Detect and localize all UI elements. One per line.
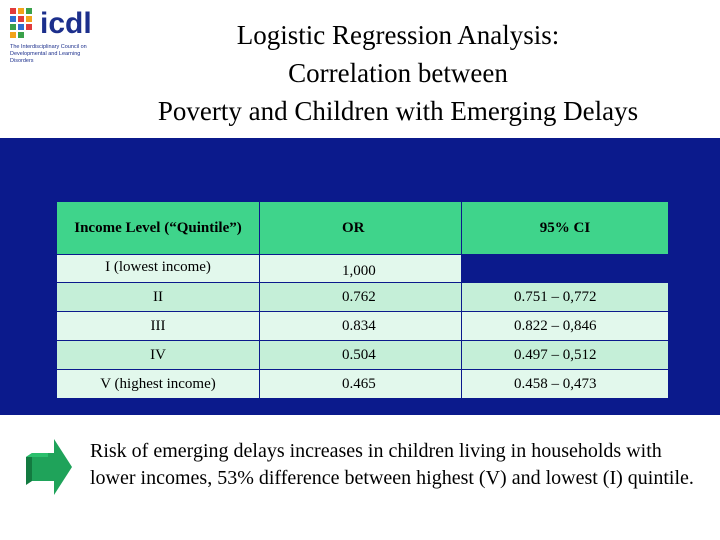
cell-income: I (lowest income)	[57, 255, 260, 283]
header-ci: 95% CI	[462, 202, 669, 255]
cell-or: 0.762	[260, 283, 462, 312]
cell-ci	[462, 255, 669, 283]
cell-or: 1,000	[260, 255, 462, 283]
table-row	[57, 370, 669, 399]
cell-income: IV	[57, 341, 260, 370]
cell-ci: 0.822 – 0,846	[462, 312, 669, 341]
slide-header	[0, 0, 720, 140]
cell-ci: 0.497 – 0,512	[462, 341, 669, 370]
cell-income: V (highest income)	[57, 370, 260, 399]
title-line-3: Poverty and Children with Emerging Delays	[157, 96, 639, 126]
summary-text: Risk of emerging delays increases in children living in households with lower incomes, 53% difference between highest (V) and lowest (I) quintile.	[90, 440, 694, 489]
cell-or: 0.504	[260, 341, 462, 370]
table-row	[57, 255, 669, 283]
slide-title	[90, 16, 706, 130]
header-income-level: Income Level (“Quintile”)	[57, 202, 260, 255]
regression-table	[56, 201, 669, 399]
cell-income: III	[57, 312, 260, 341]
logo-name: icdl	[40, 7, 92, 40]
table-row	[57, 283, 669, 312]
table-row	[57, 312, 669, 341]
cell-or: 0.465	[260, 370, 462, 399]
logo-grid-icon	[8, 6, 38, 42]
title-line-1: Logistic Regression Analysis:	[236, 20, 560, 50]
cell-ci: 0.751 – 0,772	[462, 283, 669, 312]
arrow-right-icon	[22, 435, 74, 499]
logo-subtitle: The Interdisciplinary Council on Developmental and Learning Disorders	[10, 44, 87, 64]
table-row	[57, 341, 669, 370]
cell-or: 0.834	[260, 312, 462, 341]
table-header-row	[57, 202, 669, 255]
title-line-2: Correlation between	[288, 58, 508, 88]
cell-income: II	[57, 283, 260, 312]
header-or: OR	[260, 202, 462, 255]
cell-ci: 0.458 – 0,473	[462, 370, 669, 399]
icdl-logo	[8, 6, 100, 62]
